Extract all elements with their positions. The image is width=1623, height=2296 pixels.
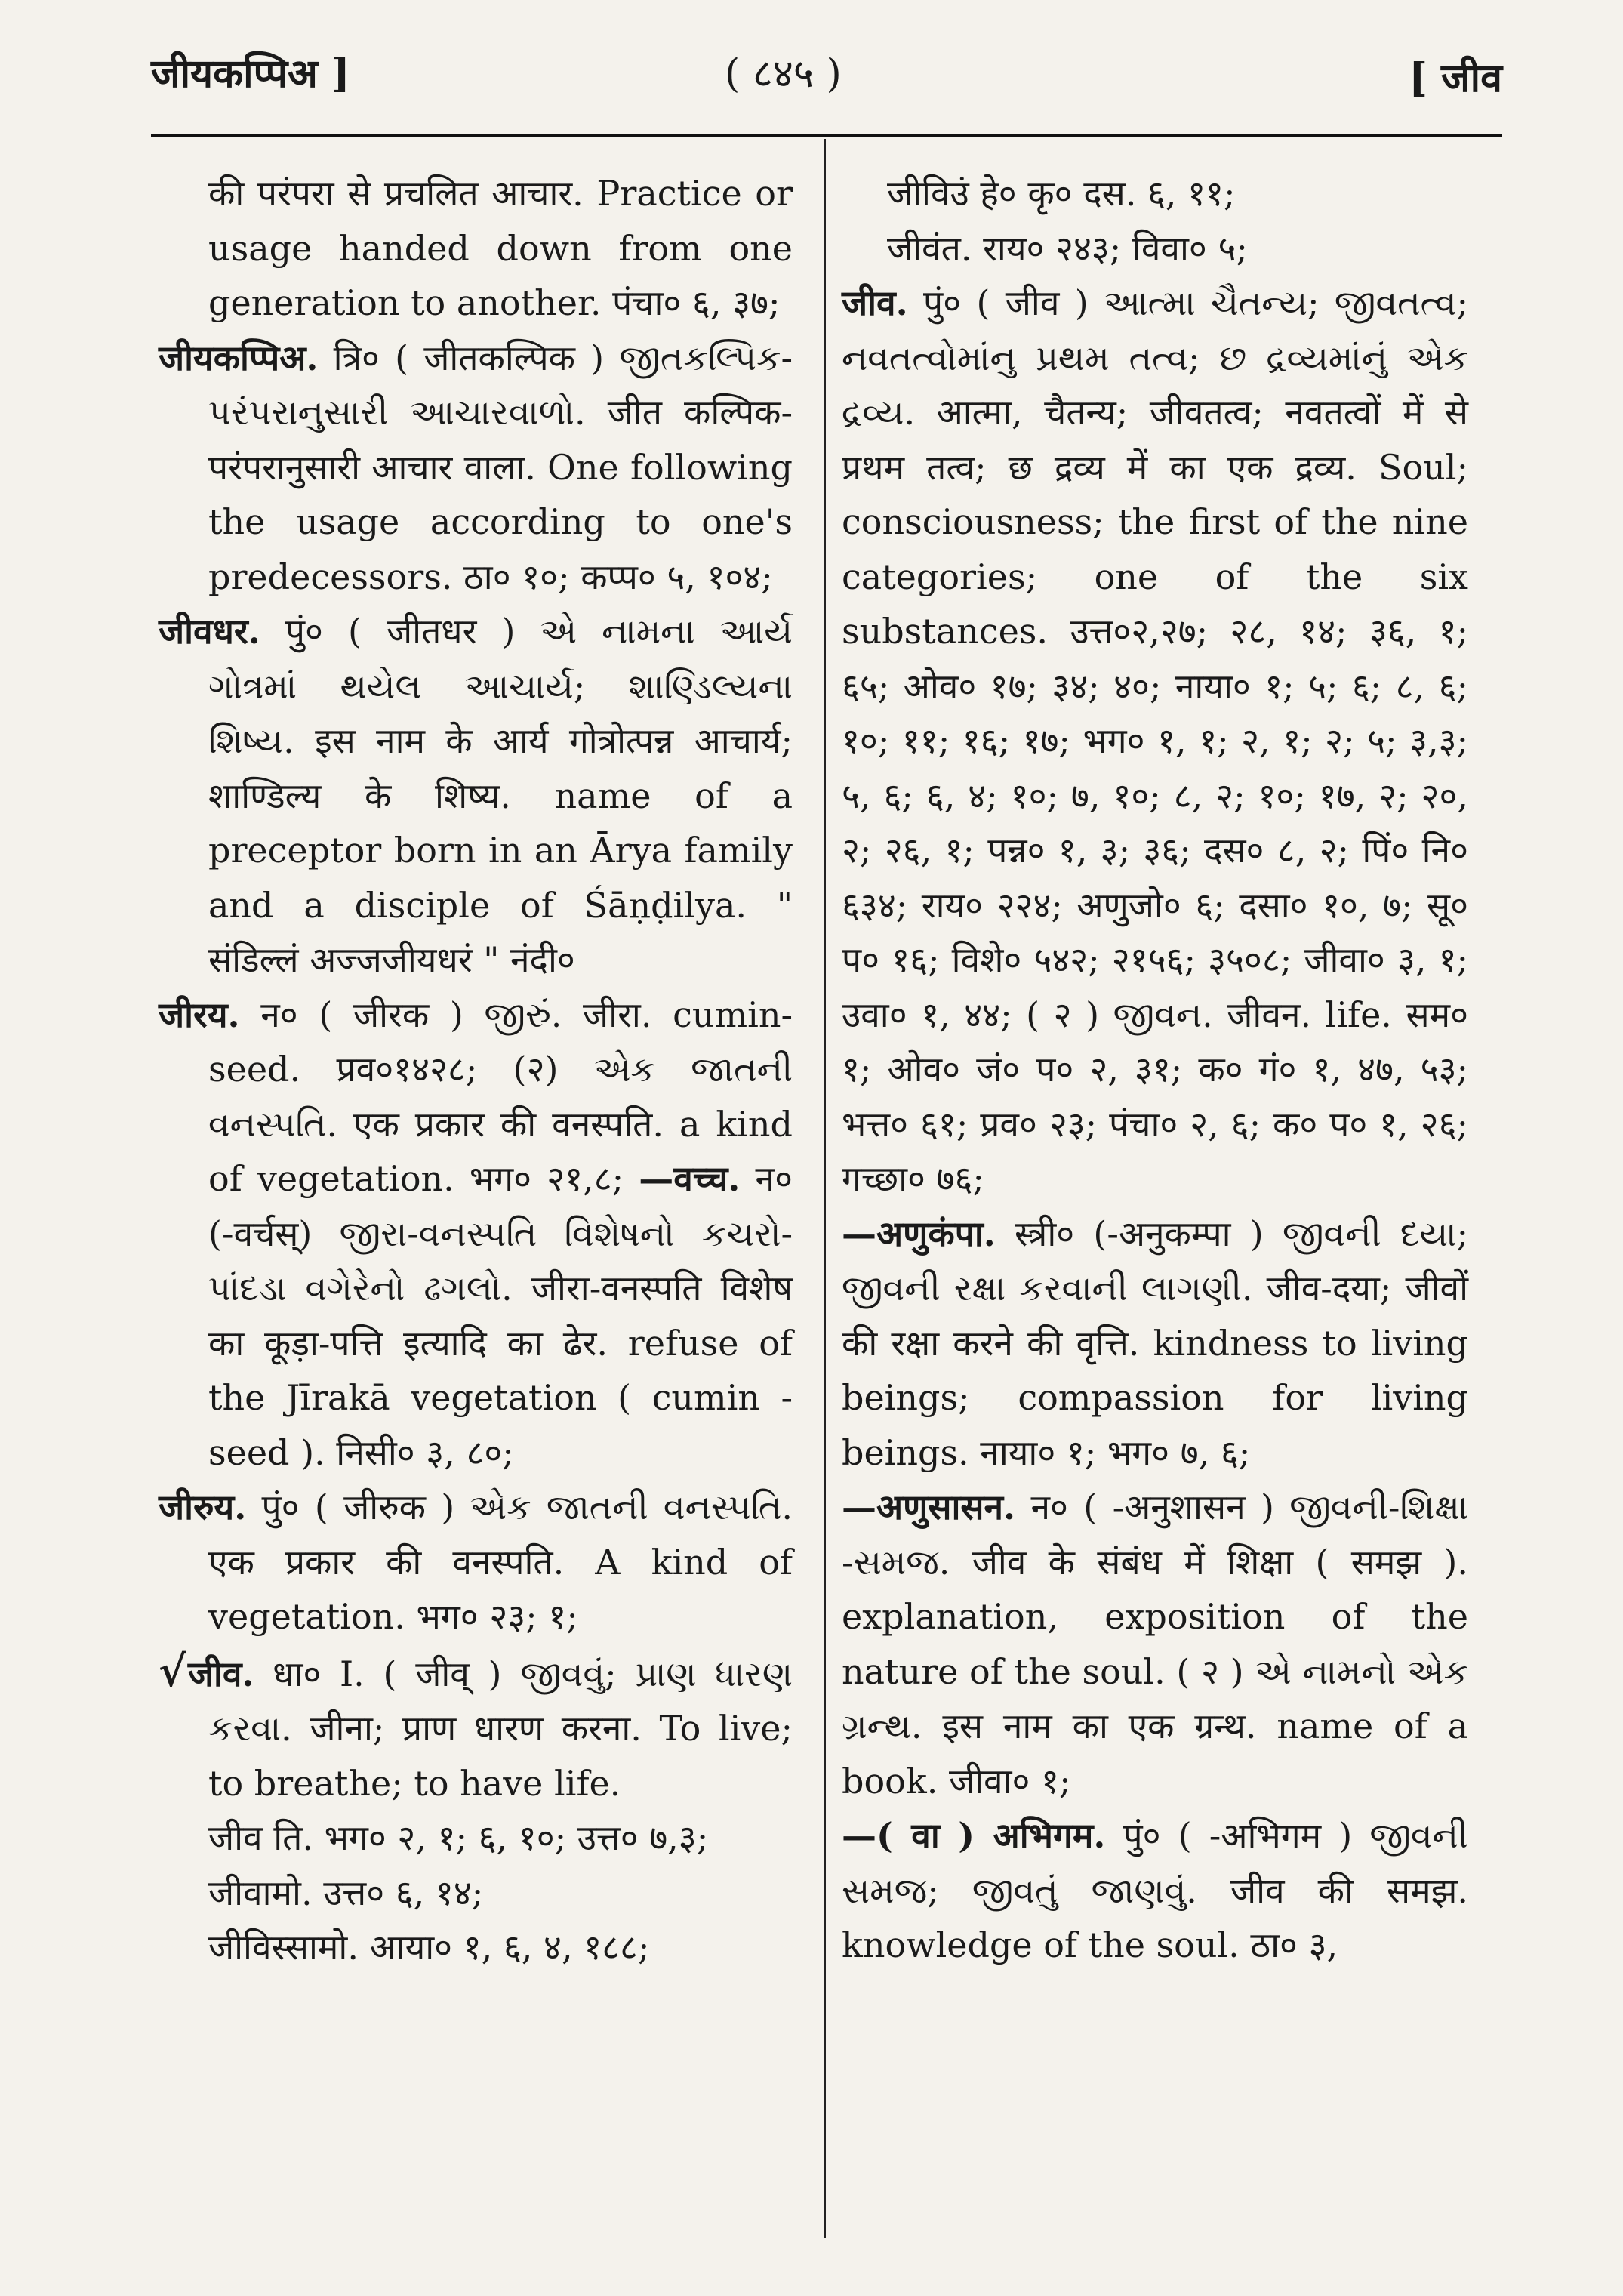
ref-line: जीव ति. भग० २, १; ६, १०; उत्त० ७,३; [208, 1817, 709, 1858]
entry-anukampa [842, 1207, 1468, 1481]
headword: जीरुय. [159, 1487, 247, 1527]
continuation-text: की परंपरा से प्रचलित आचार. Practice or usage handed down from one generation to another. पंचा० ६, ३७; [208, 173, 793, 323]
entry-jiraya [159, 988, 793, 1481]
column-divider [824, 139, 826, 2238]
header-rule [151, 134, 1502, 137]
headword: जीयकप्पिअ. [159, 337, 319, 378]
headword: जीरय. [159, 994, 240, 1035]
entry-jiruya [159, 1480, 793, 1644]
ref-line: जीविउं हे० कृ० दस. ६, ११; [887, 173, 1236, 214]
sub-headword: —वच्च. [639, 1158, 741, 1199]
ref-line: जीवामो. उत्त० ६, १४; [208, 1872, 484, 1913]
entry-body: पुं० ( -अभिगम ) જીવની સમજ; જીવતું જાણવું. जीव की समझ. knowledge of the soul. ठा० ३, [842, 1815, 1468, 1965]
sub-headword: —अणुकंपा. [842, 1213, 996, 1254]
sub-entry-body: न० (-वर्चस्) જીરા-વનસ્પતિ વિશેષનો કચરો-પાંદડા વગેરેનો ઢગલો. जीरा-वनस्पति विशेष का कूड़ा-पत्ति इत्यादि का ढेर. refuse of the Jīrakā vegetation ( cumin -seed ). निसी० ३, ८०; [208, 1158, 793, 1473]
ref-line: जीवंत. राय० २४३; विवा० ५; [887, 227, 1248, 269]
entry-body: धा० I. ( जीव् ) જીવવું; પ્રાણ ધારણ કરવા. जीना; प्राण धारण करना. To live; to breathe; to have life. [208, 1653, 793, 1804]
entry-body: पुं० ( जीरुक ) એક જાતની વનસ્પતિ. एक प्रकार की वनस्पति. A kind of vegetation. भग० २३; १; [208, 1487, 793, 1637]
left-column [159, 166, 793, 1975]
entry-abhigama [842, 1808, 1468, 1973]
headword: जीवधर. [159, 611, 260, 652]
entry-body: स्त्री० (-अनुकम्पा ) જીવની દયા; જીવની રક્ષા કરવાની લાગણી. जीव-दया; जीवों की रक्षा करने की वृत्ति. kindness to living beings; compassion for living beings. नाया० १; भग० ७, ६; [842, 1213, 1469, 1473]
check-mark-icon: √ [159, 1646, 186, 1697]
entry-body: न० ( -अनुशासन ) જીવની-શિક્ષા -સમજ. जीव के संबंध में शिक्षा ( समझ ). explanation, exposition of the nature of the soul. ( २ ) એ નામનો એક ગ્રન્થ. इस नाम का एक ग्रन्थ. name of a book. जीवा० १; [842, 1487, 1468, 1801]
right-column [842, 166, 1468, 1973]
entry-body: न० ( जीरक ) જીરું. जीरा. cumin-seed. प्रव०१४२८; (२) એક જાતની વનસ્પતિ. एक प्रकार की वनस्पति. a kind of vegetation. भग० २१,८; [208, 994, 793, 1199]
entry-jivadhara [159, 604, 793, 988]
entry-jiva-root [159, 1644, 793, 1811]
headword: जीव. [842, 282, 908, 323]
headword: जीव. [187, 1653, 254, 1694]
entry-anusasana [842, 1480, 1468, 1808]
entry-jiva [842, 276, 1468, 1207]
entry-jiyakappia [159, 331, 793, 605]
entry-body: त्रि० ( जीतकल्पिक ) જીતકલ્પિક-પરંપરાનુસારી આચારવાળો. जीत कल्पिक-परंपरानुसारी आचार वाला. One following the usage according to one's predecessors. ठा० १०; कप्प० ५, १०४; [208, 337, 793, 597]
ref-line: जीविस्सामो. आया० १, ६, ४, १८८; [208, 1927, 650, 1968]
sub-headword: —( वा ) अभिगम. [842, 1815, 1106, 1856]
header-right-guide-word: [ जीव [1409, 55, 1502, 101]
entry-body: पुं० ( जीतधर ) એ નામના આર્ય ગોત્રમાં થયેલ આચાર્ય; શાણ્ડિલ્યના શિષ્ય. इस नाम के आर्य गोत्रोत्पन्न आचार्य; शाण्डिल्य के शिष्य. name of a preceptor born in an Ārya family and a disciple of Śāṇḍilya. " संडिल्लं अज्जजीयधरं " नंदी० [208, 611, 793, 980]
sub-headword: —अणुसासन. [842, 1487, 1016, 1527]
header-left-guide-word: जीयकप्पिअ ] [151, 51, 350, 97]
entry-body: पुं० ( जीव ) આત્મા ચૈતન્ય; જીવતત્વ; નવતત્વોમાંનુ પ્રથમ તત્વ; છ દ્રવ્યમાંનું એક દ્રવ્ય. आत्मा, चैतन्य; जीवतत्व; नवतत्वों में से प्रथम तत्व; छ द्रव्य में का एक द्रव्य. Soul; consciousness; the first of the nine categories; one of the six substances. उत्त०२,२७; २८, १४; ३६, १; ६५; ओव० १७; ३४; ४०; नाया० १; ५; ६; ८, ६; १०; ११; १६; १७; भग० १, १; २, १; २; ५; ३,३; ५, ६; ६, ४; १०; ७, १०; ८, २; १०; १७, २; २०, २; २६, १; पन्न० १, ३; ३६; दस० ८, २; पिं० नि० ६३४; राय० २२४; अणुजो० ६; दसा० १०, ७; सू० प० १६; विशे० ५४२; २१५६; ३५०८; जीवा० ३, १; उवा० १, ४४; ( २ ) જીવન. जीवन. life. सम० १; ओव० जं० प० २, ३१; क० गं० १, ४७, ५३; भत्त० ६१; प्रव० २३; पंचा० २, ६; क० प० १, २६; गच्छा० ७६; [842, 282, 1468, 1199]
page-number: ( ८४५ ) [725, 51, 842, 97]
page-header [151, 45, 1502, 106]
